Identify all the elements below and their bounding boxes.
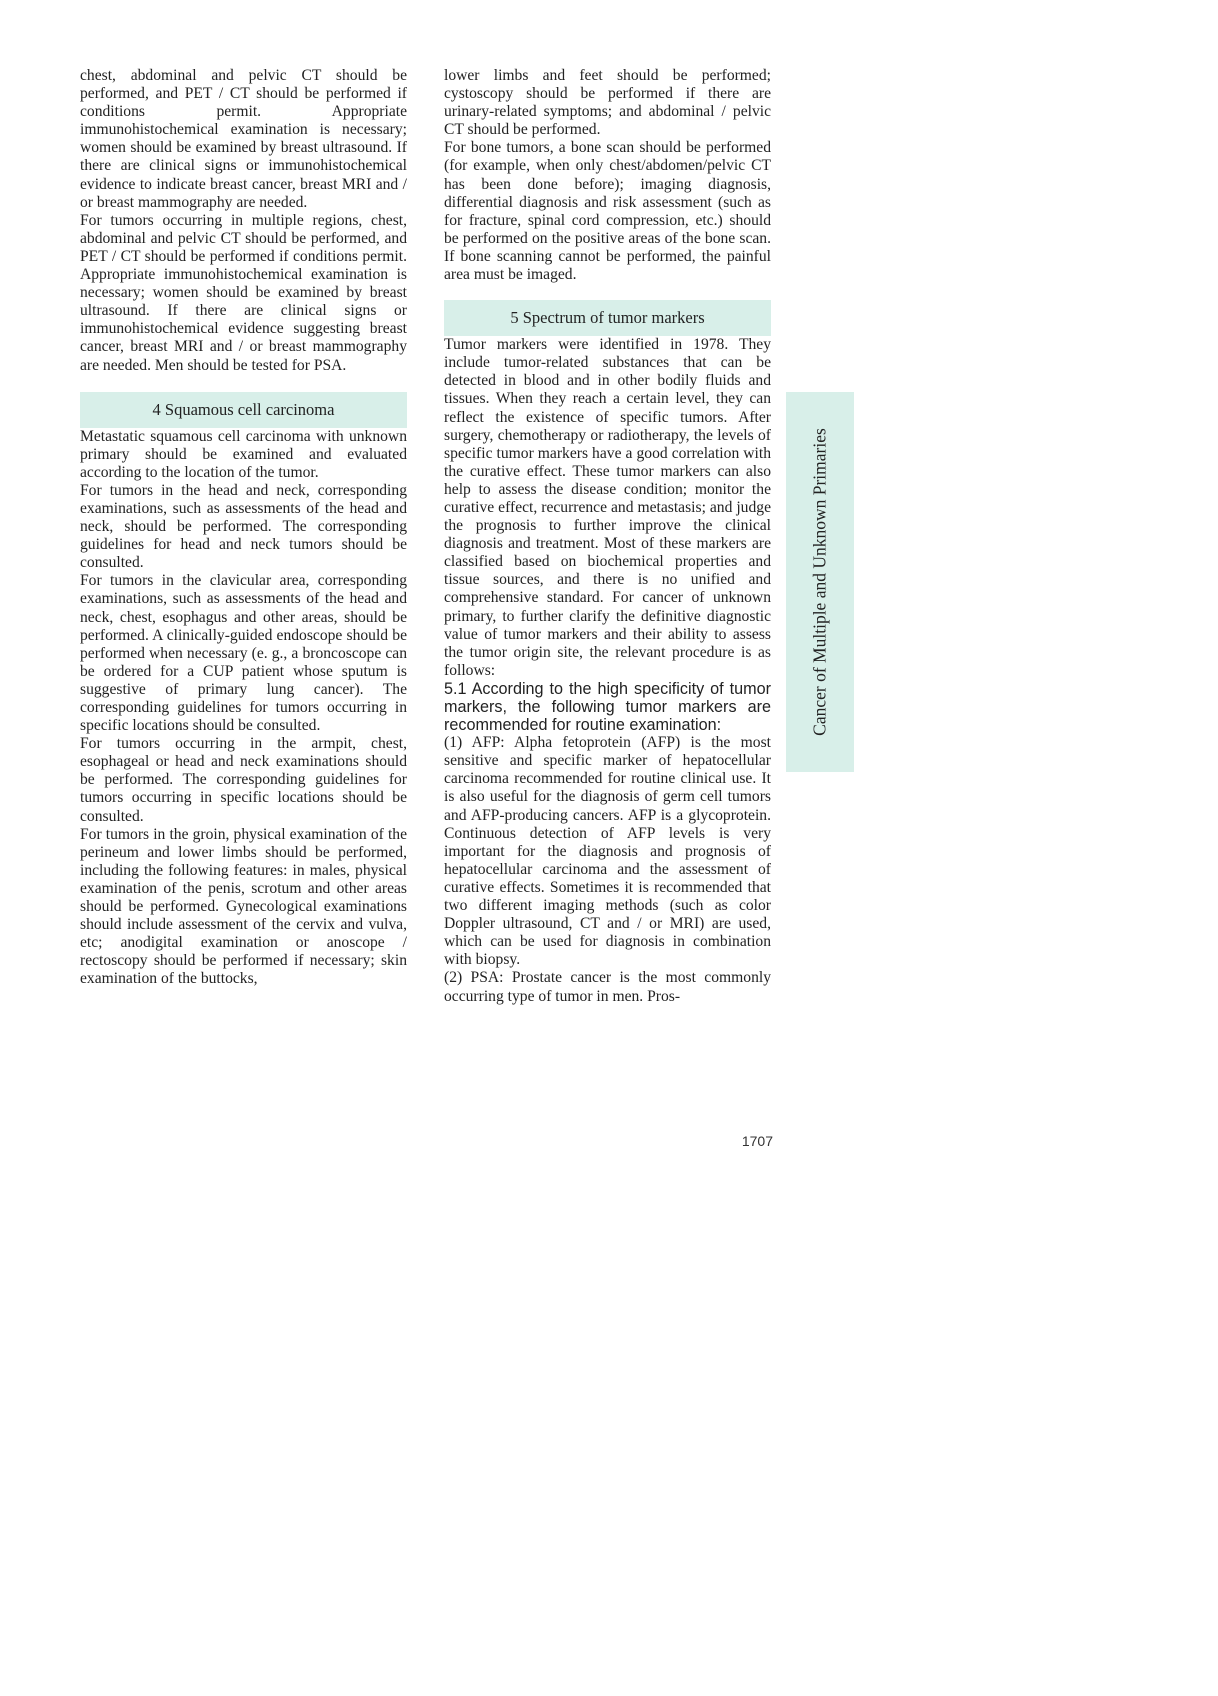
left-paragraph-5: For tumors in the clavicular area, corresponding examinations, such as assessments of the head and neck, chest, esophagus and other areas, should be performed. A clinically-guided endoscope should be performed when necessary (e. g., a broncoscope can be ordered for a CUP patient whose sputum is suggestive of primary lung cancer). The corresponding guidelines for tumors occurring in specific locations should be consulted. — [80, 572, 407, 735]
left-paragraph-6: For tumors occurring in the armpit, chest, esophageal or head and neck examinations should be performed. The corresponding guidelines for tumors occurring in specific locations should be consulted. — [80, 735, 407, 825]
left-paragraph-3: Metastatic squamous cell carcinoma with unknown primary should be examined and evaluated according to the location of the tumor. — [80, 427, 407, 481]
left-column — [80, 67, 407, 989]
right-paragraph-4: (1) AFP: Alpha fetoprotein (AFP) is the most sensitive and specific marker of hepatocellular carcinoma recommended for routine clinical use. It is also useful for the diagnosis of germ cell tumors and AFP-producing cancers. AFP is a glycoprotein. Continuous detection of AFP levels is very important for the diagnosis and prognosis of hepatocellular carcinoma and the assessment of curative effects. Sometimes it is recommended that two different imaging methods (such as color Doppler ultrasound, CT and / or MRI) are used, which can be used for diagnosis in combination with biopsy. — [444, 734, 771, 969]
page-number: 1707 — [741, 1133, 773, 1149]
subsection-heading-5-1: 5.1 According to the high specificity of tumor markers, the following tumor markers are recommended for routine examination: — [444, 679, 771, 735]
section-heading-squamous-cell-carcinoma: 4 Squamous cell carcinoma — [80, 392, 407, 428]
chapter-side-tab-label: Cancer of Multiple and Unknown Primaries — [809, 428, 830, 736]
right-paragraph-3: Tumor markers were identified in 1978. They include tumor-related substances that can be detected in blood and in other bodily fluids and tissues. When they reach a certain level, they can reflect the existence of specific tumors. After surgery, chemotherapy or radiotherapy, the levels of specific tumor markers have a good correlation with the curative effect. These tumor markers can also help to assess the disease condition; monitor the curative effect, recurrence and metastasis; and judge the prognosis to further improve the clinical diagnosis and treatment. Most of these markers are classified based on biochemical properties and tissue sources, and there is no unified and comprehensive standard. For cancer of unknown primary, to further clarify the definitive diagnostic value of tumor markers and their ability to assess the tumor origin site, the relevant procedure is as follows: — [444, 336, 771, 679]
left-paragraph-2: For tumors occurring in multiple regions, chest, abdominal and pelvic CT should be performed, and PET / CT should be performed if conditions permit. Appropriate immunohistochemical examination is necessary; women should be examined by breast ultrasound. If there are clinical signs or immunohistochemical evidence suggesting breast cancer, breast MRI and / or breast mammography are needed. Men should be tested for PSA. — [80, 211, 407, 374]
section-heading-tumor-markers: 5 Spectrum of tumor markers — [444, 300, 771, 336]
right-paragraph-2: For bone tumors, a bone scan should be performed (for example, when only chest/abdomen/pelvic CT has been done before); imaging diagnosis, differential diagnosis and risk assessment (such as for fracture, spinal cord compression, etc.) should be performed on the positive areas of the bone scan. If bone scanning cannot be performed, the painful area must be imaged. — [444, 139, 771, 284]
left-paragraph-1: chest, abdominal and pelvic CT should be performed, and PET / CT should be performed if conditions permit. Appropriate immunohistochemical examination is necessary; women should be examined by breast ultrasound. If there are clinical signs or immunohistochemical evidence to indicate breast cancer, breast MRI and / or breast mammography are needed. — [80, 67, 407, 211]
left-paragraph-4: For tumors in the head and neck, corresponding examinations, such as assessments of the head and neck, should be performed. The corresponding guidelines for head and neck tumors should be consulted. — [80, 481, 407, 572]
right-paragraph-1: lower limbs and feet should be performed; cystoscopy should be performed if there are urinary-related symptoms; and abdominal / pelvic CT should be performed. — [444, 67, 771, 139]
left-paragraph-7: For tumors in the groin, physical examination of the perineum and lower limbs should be performed, including the following features: in males, physical examination of the penis, scrotum and other areas should be performed. Gynecological examinations should include assessment of the cervix and vulva, etc; anodigital examination or anoscope / rectoscopy should be performed if necessary; skin examination of the buttocks, — [80, 825, 407, 988]
right-paragraph-5: (2) PSA: Prostate cancer is the most commonly occurring type of tumor in men. Pros- — [444, 969, 771, 1005]
right-column — [444, 67, 771, 1006]
chapter-side-tab — [786, 392, 854, 772]
